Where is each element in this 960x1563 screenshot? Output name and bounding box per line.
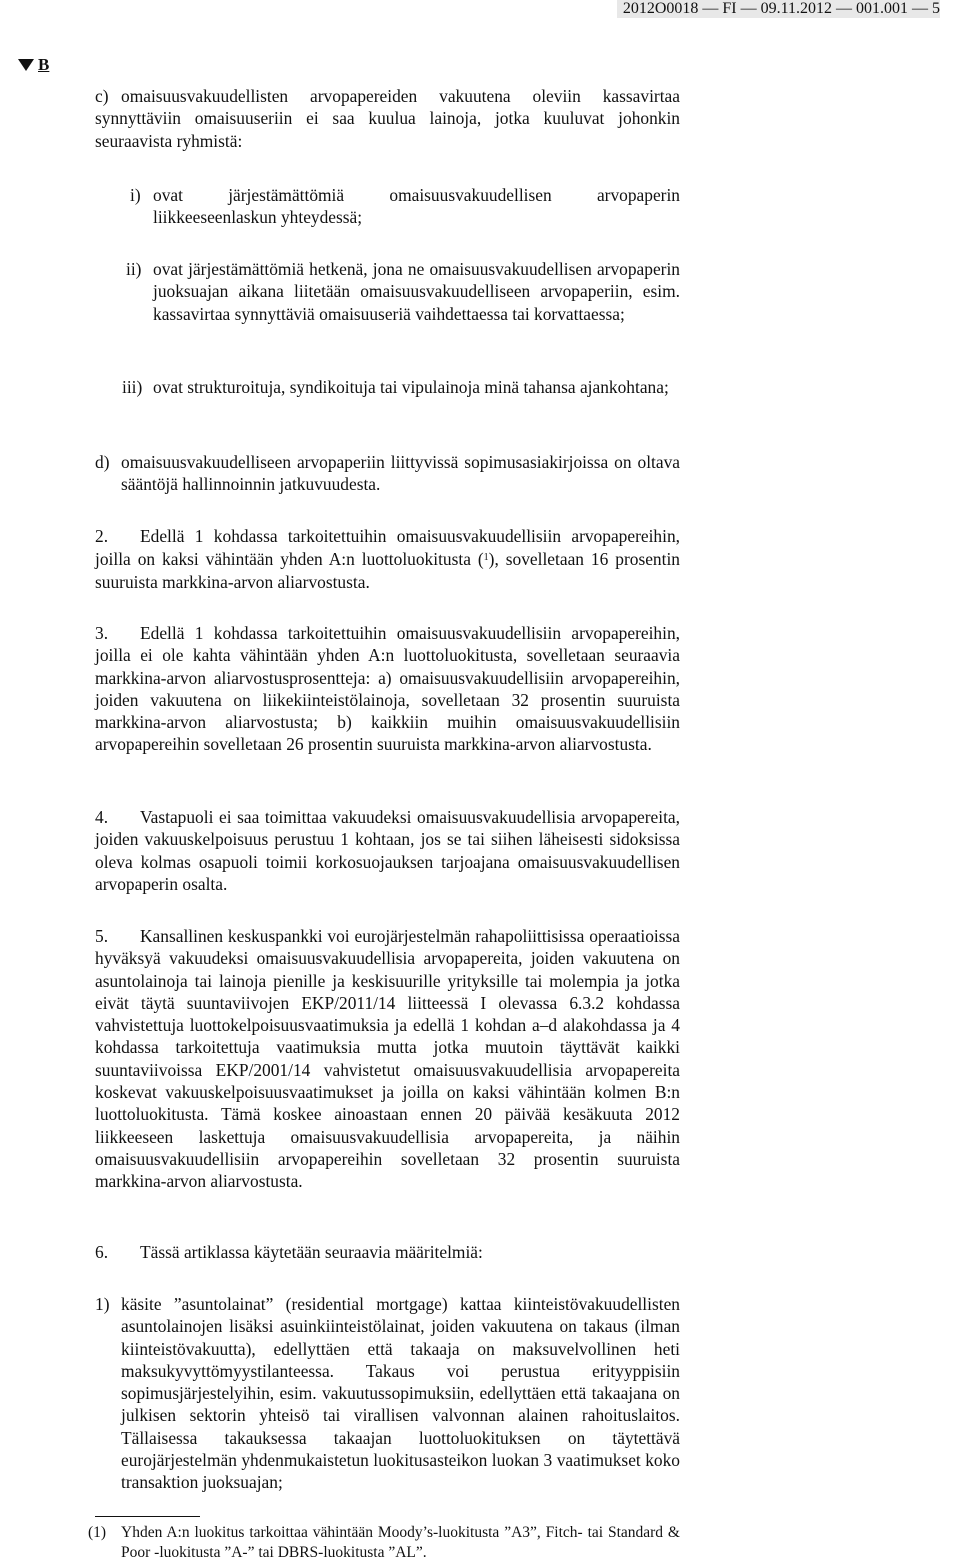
footnote-number: (1) bbox=[88, 1524, 107, 1541]
footnote-text: Yhden A:n luokitus tarkoittaa vähintään Moody’s-luokitusta ”A3”, Fitch- tai Standard & Poor -luokitusta ”A-” tai DBRS-luokitusta ”AL”. bbox=[121, 1524, 680, 1561]
amendment-marker-label: B bbox=[38, 55, 50, 74]
paragraph-6-number: 6. bbox=[95, 1242, 109, 1262]
paragraph-6 bbox=[95, 1241, 680, 1263]
footnote-separator bbox=[95, 1516, 200, 1517]
paragraph-3-body bbox=[95, 622, 680, 756]
paragraph-2-number: 2. bbox=[95, 526, 109, 546]
sub-item-ii-label: ii) bbox=[126, 259, 142, 279]
paragraph-3 bbox=[95, 622, 680, 756]
footnote-ref[interactable]: 1 bbox=[483, 552, 489, 564]
item-d bbox=[95, 451, 680, 496]
sub-item-iii-text: ovat strukturoituja, syndikoituja tai vipulainoja minä tahansa ajankohtana; bbox=[153, 377, 669, 397]
paragraph-3-text: Edellä 1 kohdassa tarkoitettuihin omaisuusvakuudellisiin arvopapereihin, joilla ei ole kahta vähintään yhden A:n luottoluokitusta, sovelletaan seuraavia markkina-arvon aliarvostusprosentteja: a) omaisuusvakuudellisiin arvopapereihin, joiden vakuutena on liikekiinteistölainoja, sovelletaan 32 prosentin suuruista markkina-arvon aliarvostusta; b) kaikkiin muihin omaisuusvakuudellisiin arvopapereihin sovelletaan 26 prosentin suuruista markkina-arvon aliarvostusta. bbox=[95, 623, 680, 755]
paragraph-2-text-after: ), sovelletaan 16 prosentin suuruista markkina-arvon aliarvostusta. bbox=[95, 549, 680, 592]
paragraph-2 bbox=[95, 525, 680, 593]
paragraph-2-text-before: Edellä 1 kohdassa tarkoitettuihin omaisuusvakuudellisiin arvopapereihin, joilla on kaksi vähintään yhden A:n luottoluokitusta ( bbox=[95, 526, 680, 570]
definition-1-text: käsite ”asuntolainat” (residential mortgage) kattaa kiinteistövakuudellisten asuntolainojen lisäksi asuinkiinteistölainat, joiden vakuutena on takaus (ilman kiinteistövakuutta), edellyttäen että takaaja on maksuvelvollinen heti maksukyvyttömyystilanteessa. Takaus voi perustua erityyppisiin sopimusjärjestelyihin, esim. vakuutussopimuksiin, edellyttäen että takaajana on julkisen sektorin yhteisö tai virallisen valvonnan alainen rahoituslaitos. Tällaisessa takauksessa takaajan luottoluokituksen on täytettävä eurojärjestelmän yhdenmukaistetun luokitusasteikon luokan 3 vaatimukset koko transaktion juoksuajan; bbox=[121, 1294, 680, 1493]
item-c bbox=[95, 85, 680, 152]
paragraph-2-body bbox=[95, 525, 680, 593]
item-c-label: c) bbox=[95, 86, 109, 106]
paragraph-5 bbox=[95, 925, 680, 1193]
item-c-text: omaisuusvakuudellisten arvopapereiden vakuutena oleviin kassavirtaa synnyttäviin omaisuuseriin ei saa kuulua lainoja, jotka kuuluvat johonkin seuraavista ryhmistä: bbox=[95, 86, 680, 151]
paragraph-4-number: 4. bbox=[95, 807, 109, 827]
paragraph-6-text: Tässä artiklassa käytetään seuraavia määritelmiä: bbox=[140, 1242, 483, 1262]
footnote bbox=[88, 1523, 680, 1563]
page-header: 2012O0018 — FI — 09.11.2012 — 001.001 — 5 bbox=[617, 0, 940, 18]
amendment-marker bbox=[18, 55, 49, 75]
sub-item-ii-text: ovat järjestämättömiä hetkenä, jona ne omaisuusvakuudellisen arvopaperin juoksuajan aikana liitetään omaisuusvakuudelliseen arvopaperiin, esim. kassavirtaa synnyttäviä omaisuuseriä vaihdettaessa tai korvattaessa; bbox=[153, 259, 680, 324]
sub-item-iii-label: iii) bbox=[122, 377, 143, 397]
paragraph-4 bbox=[95, 806, 680, 895]
paragraph-3-number: 3. bbox=[95, 623, 109, 643]
item-d-text: omaisuusvakuudelliseen arvopaperiin liittyvissä sopimusasiakirjoissa on oltava sääntöjä hallinnoinnin jatkuvuudesta. bbox=[121, 452, 680, 495]
definition-1 bbox=[95, 1293, 680, 1494]
item-d-label: d) bbox=[95, 452, 110, 472]
triangle-down-icon bbox=[18, 59, 34, 71]
sub-item-i bbox=[122, 184, 680, 229]
sub-item-iii bbox=[122, 376, 680, 398]
sub-item-i-text: ovat järjestämättömiä omaisuusvakuudellisen arvopaperin liikkeeseenlaskun yhteydessä; bbox=[153, 185, 680, 228]
paragraph-5-body bbox=[95, 925, 680, 1193]
paragraph-4-body bbox=[95, 806, 680, 895]
paragraph-4-text: Vastapuoli ei saa toimittaa vakuudeksi omaisuusvakuudellisia arvopapereita, joiden vakuuskelpoisuus perustuu 1 kohtaan, jos se tai siihen läheisesti sidoksissa oleva kolmas osapuoli toimii korkosuojauksen tarjoajana omaisuusvakuudellisen arvopaperin osalta. bbox=[95, 807, 680, 894]
paragraph-5-number: 5. bbox=[95, 926, 109, 946]
sub-item-i-label: i) bbox=[130, 185, 141, 205]
sub-item-ii bbox=[122, 258, 680, 325]
paragraph-5-text: Kansallinen keskuspankki voi eurojärjestelmän rahapoliittisissa operaatioissa hyväksyä vakuudeksi omaisuusvakuudellisia arvopapereita, joiden vakuutena on asuntolainoja tai lainoja pienille ja keskisuurille yrityksille tai molempia ja jotka eivät täytä suuntaviivojen EKP/2011/14 liitteessä I olevassa 6.3.2 kohdassa vahvistettuja luottokelpoisuusvaatimuksia ja edellä 1 kohdan a–d alakohdassa ja 4 kohdassa tarkoitettuja vaatimuksia mutta jotka muutoin täyttävät kaikki suuntaviivoissa EKP/2001/14 vahvistetut omaisuusvakuudellisia arvopapereita koskevat vakuuskelpoisuusvaatimukset ja joilla on kaksi vähintään kolmen B:n luottoluokitusta. Tämä koskee ainoastaan ennen 20 päivää kesäkuuta 2012 liikkeeseen laskettuja omaisuusvakuudellisia arvopapereita, ja näihin omaisuusvakuudellisiin arvopapereihin sovelletaan 32 prosentin suuruista markkina-arvon aliarvostusta. bbox=[95, 926, 680, 1192]
definition-1-label: 1) bbox=[95, 1294, 110, 1314]
paragraph-6-body bbox=[95, 1241, 680, 1263]
